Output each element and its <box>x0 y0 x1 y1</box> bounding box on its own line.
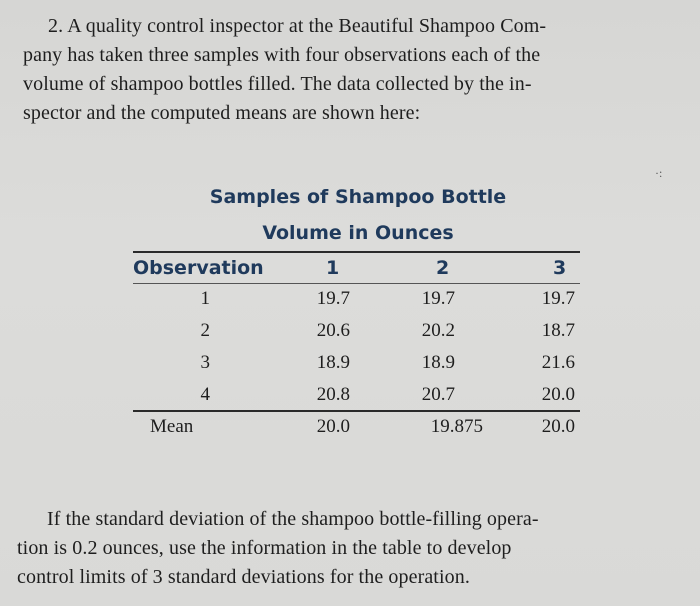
table-cell: 18.7 <box>541 320 575 341</box>
header-sample-3: 3 <box>553 257 567 279</box>
table-cell: 19.7 <box>421 288 455 309</box>
table-cell: 19.7 <box>316 288 350 309</box>
table-cell: 20.6 <box>316 320 350 341</box>
problem-line: spector and the computed means are shown here: <box>23 102 421 124</box>
mean-label: Mean <box>150 416 194 437</box>
question-line: tion is 0.2 ounces, use the information in the table to develop <box>17 537 512 559</box>
header-observation: Observation <box>133 257 264 279</box>
question-line: If the standard deviation of the shampoo bottle-filling opera- <box>47 508 539 530</box>
table-cell: 19.7 <box>541 288 575 309</box>
header-sample-2: 2 <box>436 257 450 279</box>
table-title-line-2: Volume in Ounces <box>262 222 454 244</box>
problem-line: pany has taken three samples with four observations each of the <box>23 44 541 66</box>
observation-label: 4 <box>200 384 210 405</box>
table-mean-rule <box>133 410 580 412</box>
question-statement <box>17 505 539 592</box>
observation-label: 2 <box>200 320 210 341</box>
table-cell: 18.9 <box>316 352 350 373</box>
table-header-rule <box>133 283 580 284</box>
mean-cell: 19.875 <box>430 416 483 437</box>
table-top-rule <box>133 251 580 253</box>
question-line: control limits of 3 standard deviations for the operation. <box>17 566 470 588</box>
table-cell: 20.8 <box>316 384 350 405</box>
observation-label: 3 <box>200 352 210 373</box>
problem-statement <box>23 12 546 128</box>
problem-line: volume of shampoo bottles filled. The data collected by the in- <box>23 73 532 95</box>
table-title-line-1: Samples of Shampoo Bottle <box>209 186 507 208</box>
observation-label: 1 <box>200 288 210 309</box>
table-cell: 20.7 <box>421 384 455 405</box>
table-cell: 21.6 <box>541 352 575 373</box>
table-cell: 20.0 <box>541 384 575 405</box>
problem-line: 2. A quality control inspector at the Beautiful Shampoo Com- <box>48 15 547 37</box>
mean-cell: 20.0 <box>541 416 575 437</box>
mean-cell: 20.0 <box>316 416 350 437</box>
table-cell: 20.2 <box>421 320 455 341</box>
header-sample-1: 1 <box>326 257 340 279</box>
page-speck: ·: <box>655 166 663 180</box>
table-cell: 18.9 <box>421 352 455 373</box>
